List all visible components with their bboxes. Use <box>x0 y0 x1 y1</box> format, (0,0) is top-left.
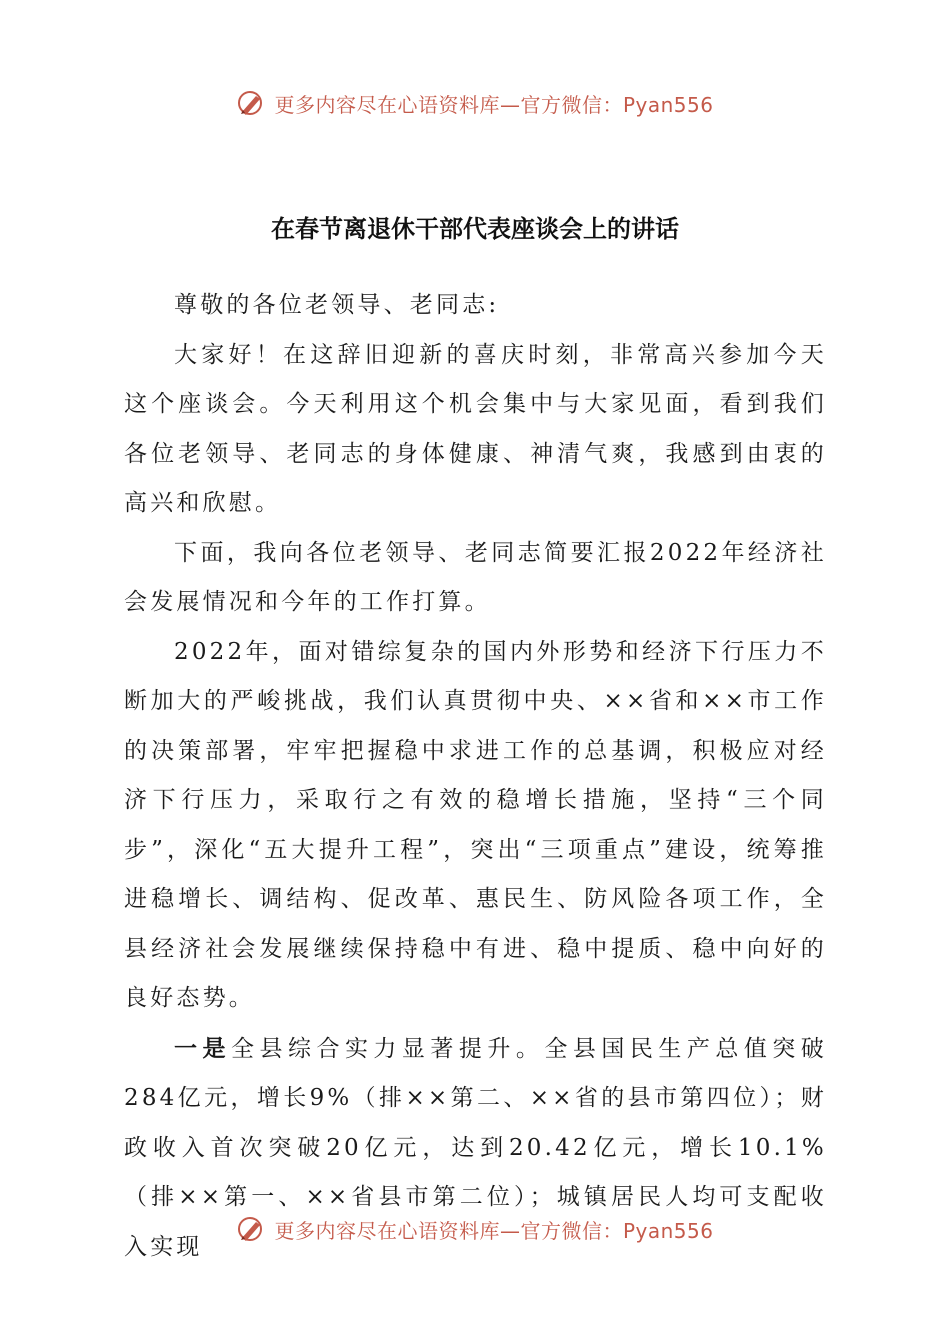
watermark-text: 更多内容尽在心语资料库—官方微信：Pyan556 <box>274 92 714 117</box>
paragraph: 大家好！在这辞旧迎新的喜庆时刻，非常高兴参加今天这个座谈会。今天利用这个机会集中与大家见面，看到我们各位老领导、老同志的身体健康、神清气爽，我感到由衷的高兴和欣慰。 <box>124 341 827 516</box>
paragraph: 2022年，面对错综复杂的国内外形势和经济下行压力不断加大的严峻挑战，我们认真贯彻中央、××省和××市工作的决策部署，牢牢把握稳中求进工作的总基调，积极应对经济下行压力，采取行之有效的稳增长措施，坚持“三个同步”，深化“五大提升工程”，突出“三项重点”建设，统筹推进稳增长、调结构、促改革、惠民生、防风险各项工作，全县经济社会发展继续保持稳中有进、稳中提质、稳中向好的良好态势。 <box>124 638 827 1011</box>
watermark-text: 更多内容尽在心语资料库—官方微信：Pyan556 <box>274 1218 714 1243</box>
watermark-footer <box>0 1209 950 1249</box>
watermark-header <box>0 83 950 123</box>
paragraph: 下面，我向各位老领导、老同志简要汇报2022年经济社会发展情况和今年的工作打算。 <box>124 539 827 615</box>
point-one-lead: 一是 <box>174 1034 231 1062</box>
document-body <box>124 281 827 1272</box>
salutation: 尊敬的各位老领导、老同志: <box>174 292 500 318</box>
pen-circle-logo-icon <box>236 1214 266 1244</box>
pen-circle-logo-icon <box>236 88 266 118</box>
document-title: 在春节离退休干部代表座谈会上的讲话 <box>271 214 679 243</box>
point-one-text: 全县综合实力显著提升。全县国民生产总值突破284亿元，增长9%（排××第二、××省的县市第四位）；财政收入首次突破20亿元，达到20.42亿元，增长10.1%（排××第一、××省县市第二位）；城镇居民人均可支配收入实现 <box>124 1035 827 1260</box>
